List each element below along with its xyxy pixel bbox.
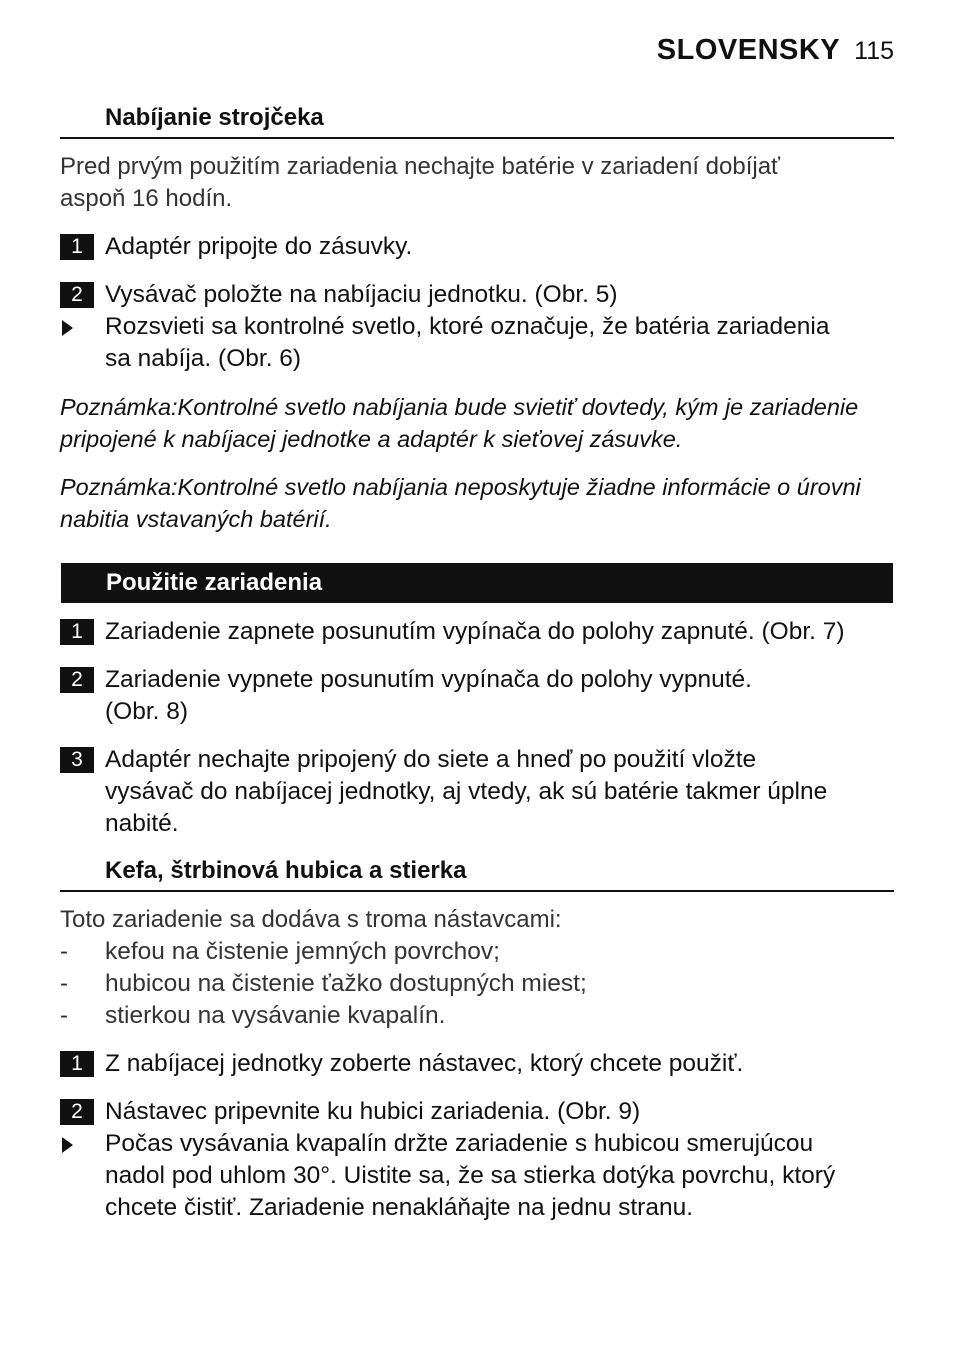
bullet-line: chcete čistiť. Zariadenie nenakláňajte na jednu stranu.: [105, 1194, 694, 1221]
step-text: Zariadenie zapnete posunutím vypínača do polohy zapnuté. (Obr. 7): [105, 618, 845, 645]
list-item: [60, 1000, 900, 1032]
step-line: Adaptér nechajte pripojený do siete a hneď po použití vložte: [105, 746, 757, 773]
usage-step-3: [60, 744, 900, 840]
note-line: pripojené k nabíjacej jednotke a adaptér k sieťovej zásuvke.: [60, 426, 683, 452]
section-title: Použitie zariadenia: [106, 569, 323, 596]
note-line: nabitia vstavaných batérií.: [60, 506, 332, 532]
list-item: [60, 936, 900, 968]
list-item-text: kefou na čistenie jemných povrchov;: [105, 938, 500, 965]
accessories-intro: Toto zariadenie sa dodáva s troma nástavcami:: [60, 906, 562, 933]
step-text: Adaptér pripojte do zásuvky.: [105, 233, 413, 260]
intro-line: aspoň 16 hodín.: [60, 185, 233, 212]
charging-step-1: [60, 231, 900, 263]
charging-step-2: [60, 279, 900, 311]
list-dash: -: [60, 970, 68, 997]
bullet-line: Rozsvieti sa kontrolné svetlo, ktoré označuje, že batéria zariadenia: [105, 313, 830, 340]
step-line: vysávač do nabíjacej jednotky, aj vtedy, ak sú batérie takmer úplne: [105, 778, 828, 805]
section-title: Kefa, štrbinová hubica a stierka: [105, 857, 467, 884]
list-item-text: stierkou na vysávanie kvapalín.: [105, 1002, 446, 1029]
bullet-line: sa nabíja. (Obr. 6): [105, 345, 302, 372]
section-title: Nabíjanie strojčeka: [105, 104, 324, 131]
list-dash: -: [60, 1002, 68, 1029]
step-text: Nástavec pripevnite ku hubici zariadenia. (Obr. 9): [105, 1098, 641, 1125]
step-number: 2: [60, 282, 94, 308]
usage-step-2: [60, 664, 900, 728]
step-text: Z nabíjacej jednotky zoberte nástavec, ktorý chcete použiť.: [105, 1050, 744, 1077]
bullet-arrow-icon: [62, 1137, 73, 1153]
bullet-text: [105, 1128, 895, 1224]
note-line: Poznámka:Kontrolné svetlo nabíjania neposkytuje žiadne informácie o úrovni: [60, 474, 861, 500]
charging-intro: [60, 151, 900, 215]
bullet-arrow-icon: [62, 320, 73, 336]
list-item: [60, 968, 900, 1000]
charging-result-bullet: [60, 311, 900, 375]
bullet-line: nadol pod uhlom 30°. Uistite sa, že sa stierka dotýka povrchu, ktorý: [105, 1162, 836, 1189]
step-line: Zariadenie vypnete posunutím vypínača do polohy vypnuté.: [105, 666, 752, 693]
section-heading-charging: [60, 99, 894, 139]
step-text: [105, 664, 895, 728]
step-line: nabité.: [105, 810, 179, 837]
bullet-text: [105, 311, 895, 375]
usage-step-1: [60, 616, 900, 648]
section-heading-accessories: [60, 852, 894, 892]
note-charging-light: [60, 391, 900, 455]
bullet-line: Počas vysávania kvapalín držte zariadenie s hubicou smerujúcou: [105, 1130, 814, 1157]
page-number: 115: [854, 37, 894, 65]
step-number: 1: [60, 1051, 94, 1077]
list-item-text: hubicou na čistenie ťažko dostupných miest;: [105, 970, 587, 997]
step-number: 2: [60, 1099, 94, 1125]
section-heading-usage: [61, 563, 893, 603]
page-header: [657, 34, 894, 67]
step-number: 1: [60, 619, 94, 645]
accessories-step-1: [60, 1048, 900, 1080]
note-battery-info: [60, 471, 900, 535]
accessories-bullet: [60, 1128, 900, 1224]
intro-line: Pred prvým použitím zariadenia nechajte batérie v zariadení dobíjať: [60, 153, 781, 180]
note-line: Poznámka:Kontrolné svetlo nabíjania bude svietiť dovtedy, kým je zariadenie: [60, 394, 859, 420]
step-text: Vysávač položte na nabíjaciu jednotku. (Obr. 5): [105, 281, 618, 308]
step-number: 3: [60, 747, 94, 773]
list-dash: -: [60, 938, 68, 965]
step-number: 1: [60, 234, 94, 260]
language-label: SLOVENSKY: [656, 34, 841, 66]
accessories-step-2: [60, 1096, 900, 1128]
step-text: [105, 744, 895, 840]
step-line: (Obr. 8): [105, 698, 189, 725]
step-number: 2: [60, 667, 94, 693]
